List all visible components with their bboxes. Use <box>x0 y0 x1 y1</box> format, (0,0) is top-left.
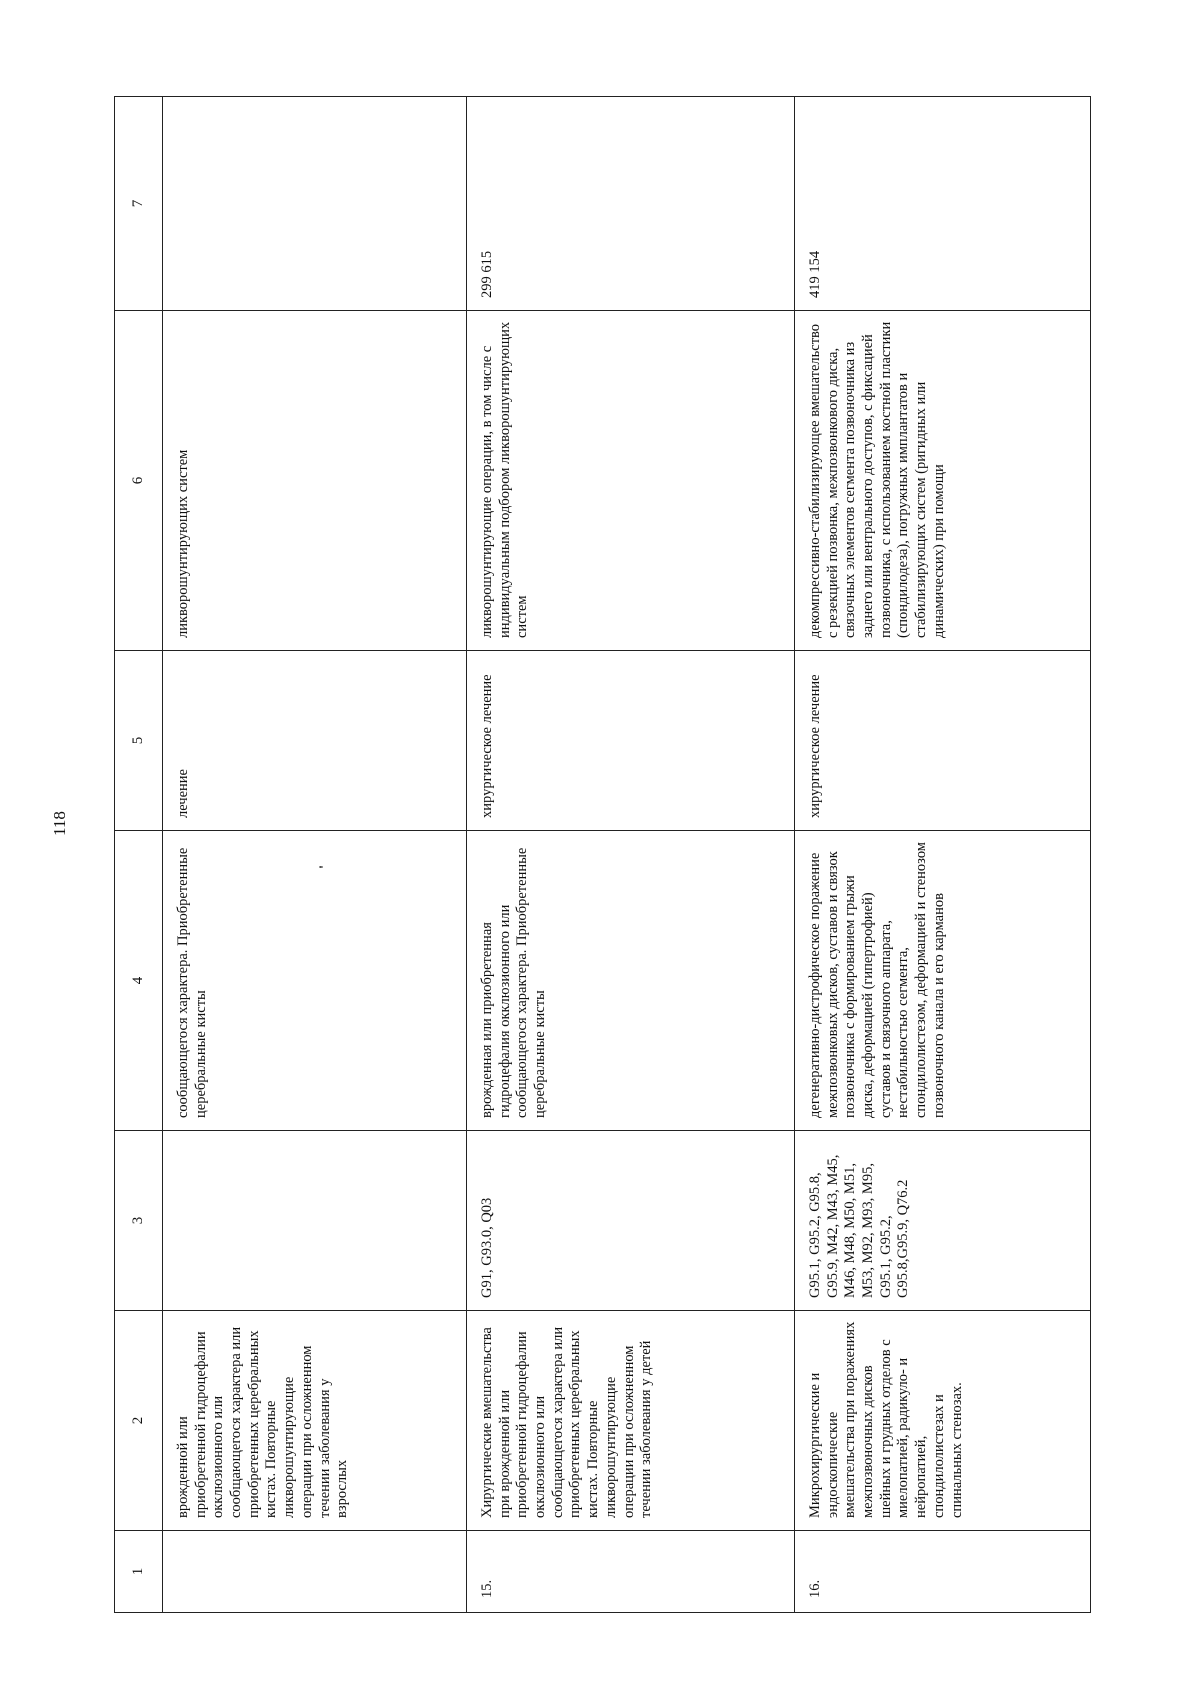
cost-cell <box>163 97 467 311</box>
treatment-method-cell: декомпрессивно-стабилизирующее вмешательство с резекцией позвонка, межпозвонкового диска, связочных элементов сегмента позвоночника из заднего или вентрального доступов, с фиксацией позвоночника, с использованием костной пластики (спондилодеза), погружных имплантатов и стабилизирующих систем (ригидных или динамических) при помощи <box>795 311 1091 651</box>
treatment-type-cell: лечение <box>163 651 467 831</box>
table-header-row <box>115 97 163 1613</box>
patient-model-cell <box>163 831 467 1131</box>
column-header-4: 4 <box>115 831 163 1131</box>
diagnosis-codes-cell: G95.1, G95.2, G95.8, G95.9, M42, M43, M45, M46, M48, M50, M51, M53, M92, M93, M95, G95.1, G95.2, G95.8,G95.9, Q76.2 <box>795 1131 1091 1311</box>
row-number-cell: 15. <box>467 1531 795 1613</box>
medical-care-table <box>114 96 1091 1613</box>
treatment-type-cell: хирургическое лечение <box>467 651 795 831</box>
diagnosis-codes-cell: G91, G93.0, Q03 <box>467 1131 795 1311</box>
cost-cell: 419 154 <box>795 97 1091 311</box>
treatment-type-cell: хирургическое лечение <box>795 651 1091 831</box>
intervention-name-cell: Микрохирургические и эндоскопические вмешательства при поражениях межпозвоночных дисков шейных и грудных отделов с миелопатией, радикуло- и нейропатией, спондилолистезах и спинальных стенозах. <box>795 1311 1091 1531</box>
column-header-6: 6 <box>115 311 163 651</box>
intervention-name-cell: врожденной или приобретенной гидроцефалии окклюзионного или сообщающегося характера или приобретенных церебральных кистах. Повторные ликворошунтирующие операции при осложненном течении заболевания у взрослых <box>163 1311 467 1531</box>
column-header-7: 7 <box>115 97 163 311</box>
row-number-cell <box>163 1531 467 1613</box>
diagnosis-codes-cell <box>163 1131 467 1311</box>
patient-model-text: сообщающегося характера. Приобретенные церебральные кисты <box>175 847 209 1118</box>
patient-model-cell: дегенеративно-дистрофическое поражение межпозвонковых дисков, суставов и связок позвоночника с формированием грыжи диска, деформацией (гипертрофией) суставов и связочного аппарата, нестабильностью сегмента, спондилолистезом, деформацией и стенозом позвоночного канала и его карманов <box>795 831 1091 1131</box>
row-number-cell: 16. <box>795 1531 1091 1613</box>
page-number: 118 <box>50 811 69 836</box>
cost-cell: 299 615 <box>467 97 795 311</box>
column-header-1: 1 <box>115 1531 163 1613</box>
table-row <box>163 97 467 1613</box>
table-row <box>467 97 795 1613</box>
column-header-2: 2 <box>115 1311 163 1531</box>
stray-mark: ' <box>317 865 334 870</box>
column-header-3: 3 <box>115 1131 163 1311</box>
treatment-method-cell: ликворошунтирующие операции, в том числе с индивидуальным подбором ликворошунтирующих систем <box>467 311 795 651</box>
table-row <box>795 97 1091 1613</box>
treatment-method-cell: ликворошунтирующих систем <box>163 311 467 651</box>
column-header-5: 5 <box>115 651 163 831</box>
intervention-name-cell: Хирургические вмешательства при врожденной или приобретенной гидроцефалии окклюзионного или сообщающегося характера или приобретенных церебральных кистах. Повторные ликворошунтирующие операции при осложненном течении заболевания у детей <box>467 1311 795 1531</box>
patient-model-cell: врожденная или приобретенная гидроцефалия окклюзионного или сообщающегося характера. Приобретенные церебральные кисты <box>467 831 795 1131</box>
table-container <box>114 97 1090 1613</box>
